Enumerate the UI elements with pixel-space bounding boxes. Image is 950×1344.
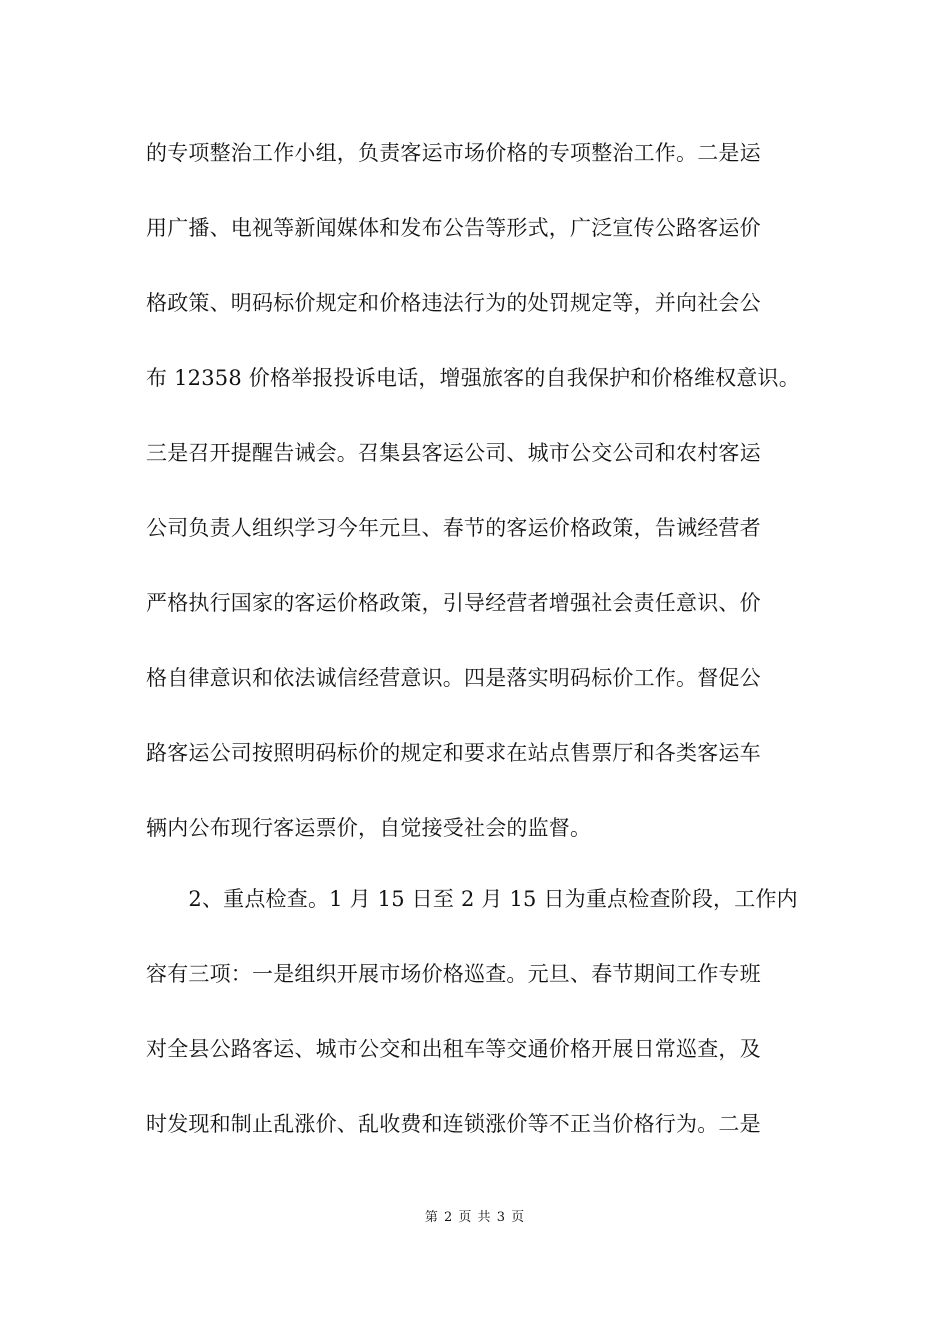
- body-text-line: 公司负责人组织学习今年元旦、春节的客运价格政策，告诫经营者: [146, 516, 761, 540]
- body-text-line: 用广播、电视等新闻媒体和发布公告等形式，广泛宣传公路客运价: [146, 216, 761, 240]
- body-text-line: 严格执行国家的客运价格政策，引导经营者增强社会责任意识、价: [146, 591, 761, 615]
- body-text-line: 格自律意识和依法诚信经营意识。四是落实明码标价工作。督促公: [146, 666, 761, 690]
- body-text-line: 格政策、明码标价规定和价格违法行为的处罚规定等，并向社会公: [146, 291, 761, 315]
- body-text-line: 三是召开提醒告诫会。召集县客运公司、城市公交公司和农村客运: [146, 441, 761, 465]
- body-text-line: 的专项整治工作小组，负责客运市场价格的专项整治工作。二是运: [146, 141, 761, 165]
- body-text-line: 2、重点检查。1 月 15 日至 2 月 15 日为重点检查阶段，工作内: [146, 887, 798, 911]
- body-text-line: 对全县公路客运、城市公交和出租车等交通价格开展日常巡查，及: [146, 1037, 761, 1061]
- body-text-line: 辆内公布现行客运票价，自觉接受社会的监督。: [146, 816, 592, 840]
- body-text-line: 布 12358 价格举报投诉电话，增强旅客的自我保护和价格维权意识。: [146, 366, 800, 390]
- body-text-line: 容有三项：一是组织开展市场价格巡查。元旦、春节期间工作专班: [146, 962, 761, 986]
- body-text-line: 路客运公司按照明码标价的规定和要求在站点售票厅和各类客运车: [146, 741, 761, 765]
- body-text-line: 时发现和制止乱涨价、乱收费和连锁涨价等不正当价格行为。二是: [146, 1112, 761, 1136]
- page-number-footer: 第 2 页 共 3 页: [424, 1210, 526, 1225]
